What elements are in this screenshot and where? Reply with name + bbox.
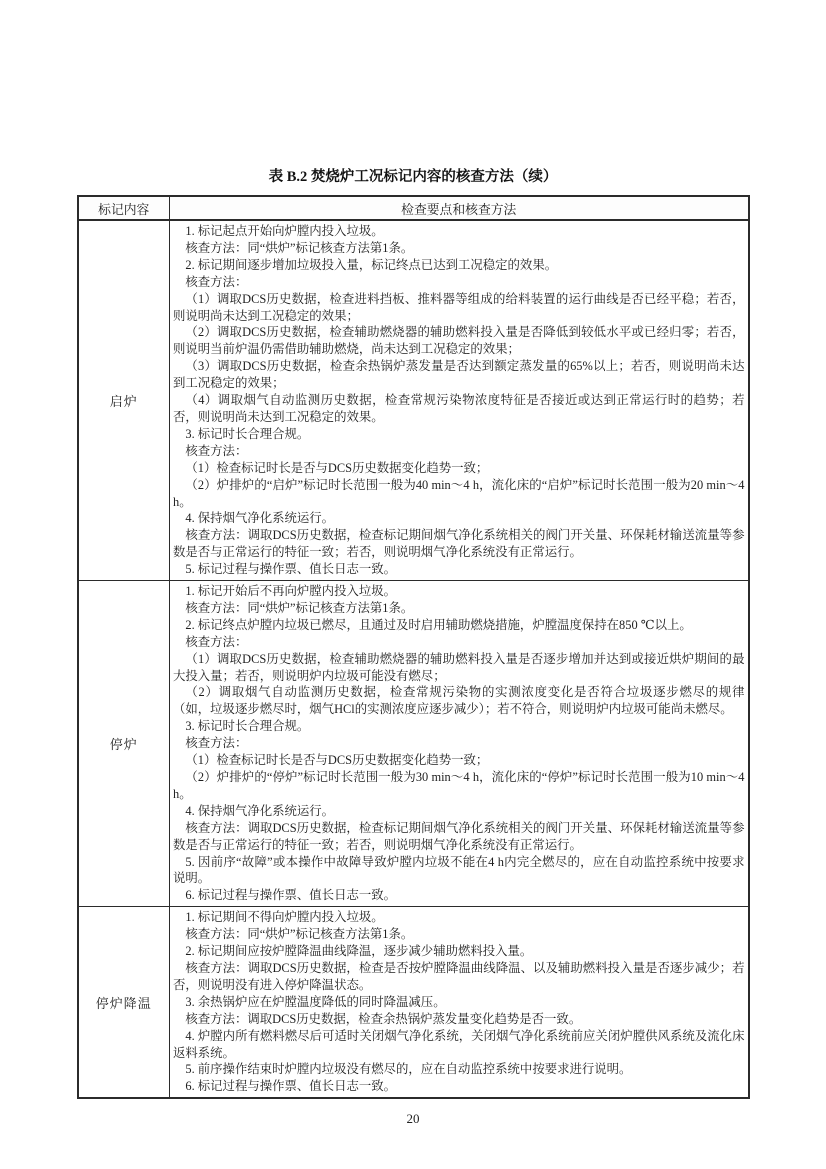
paragraph: 核查方法： <box>185 736 248 751</box>
paragraph: 1. 标记起点开始向炉膛内投入垃圾。 <box>185 224 384 238</box>
paragraph: 4. 炉膛内所有燃料燃尽后可适时关闭烟气净化系统，关闭烟气净化系统前应关闭炉膛供风系统及流化床返料系统。 <box>173 1028 745 1060</box>
header-cell-mark-content: 标记内容 <box>78 196 170 220</box>
paragraph: 核查方法：调取DCS历史数据，检查标记期间烟气净化系统相关的阀门开关量、环保耗材输送流量等参数是否与正常运行的特征一致；若否，则说明烟气净化系统没有正常运行。 <box>173 528 745 560</box>
paragraph: （2）炉排炉的“停炉”标记时长范围一般为30 min～4 h，流化床的“停炉”标记时长范围一般为10 min～4 h。 <box>173 770 745 801</box>
row-content <box>170 907 749 1098</box>
paragraph: 4. 保持烟气净化系统运行。 <box>185 803 335 818</box>
row-label: 停炉降温 <box>78 907 170 1098</box>
paragraph: （1）检查标记时长是否与DCS历史数据变化趋势一致； <box>185 460 489 475</box>
table-header-row <box>78 196 749 220</box>
paragraph: 核查方法： <box>185 634 248 649</box>
row-label: 启炉 <box>78 220 170 581</box>
paragraph: 核查方法：调取DCS历史数据，检查标记期间烟气净化系统相关的阀门开关量、环保耗材输送流量等参数是否与正常运行的特征一致；若否，则说明烟气净化系统没有正常运行。 <box>173 820 745 852</box>
paragraph: （2）调取DCS历史数据，检查辅助燃烧器的辅助燃料投入量是否降低到较低水平或已经归零；若否，则说明当前炉温仍需借助辅助燃烧，尚未达到工况稳定的效果； <box>173 325 745 357</box>
paragraph: 5. 标记过程与操作票、值长日志一致。 <box>185 562 397 577</box>
table-row <box>78 581 749 907</box>
paragraph: 6. 标记过程与操作票、值长日志一致。 <box>185 1079 397 1094</box>
paragraph: （4）调取烟气自动监测历史数据，检查常规污染物浓度特征是否接近或达到正常运行时的趋势；若否，则说明尚未达到工况稳定的效果。 <box>173 393 745 424</box>
row-label: 停炉 <box>78 581 170 907</box>
paragraph: 4. 保持烟气净化系统运行。 <box>185 511 335 526</box>
table-row <box>78 907 749 1098</box>
paragraph: 核查方法：同“烘炉”标记核查方法第1条。 <box>185 600 414 615</box>
paragraph: （3）调取DCS历史数据，检查余热锅炉蒸发量是否达到额定蒸发量的65%以上；若否，则说明尚未达到工况稳定的效果； <box>173 359 745 391</box>
paragraph: 核查方法： <box>185 443 248 458</box>
paragraph: 核查方法：同“烘炉”标记核查方法第1条。 <box>185 927 414 942</box>
paragraph: （1）检查标记时长是否与DCS历史数据变化趋势一致； <box>185 753 489 768</box>
paragraph: 3. 标记时长合理合规。 <box>185 719 310 734</box>
paragraph: （2）调取烟气自动监测历史数据，检查常规污染物的实测浓度变化是否符合垃圾逐步燃尽的规律（如，垃圾逐步燃尽时，烟气HCl的实测浓度应逐步减少）；若不符合，则说明炉内垃圾可能尚未燃尽。 <box>173 685 745 717</box>
paragraph: （2）炉排炉的“启炉”标记时长范围一般为40 min～4 h，流化床的“启炉”标记时长范围一般为20 min～4 h。 <box>173 477 745 509</box>
table-body <box>78 220 749 1098</box>
paragraph: 2. 标记期间逐步增加垃圾投入量，标记终点已达到工况稳定的效果。 <box>185 257 558 272</box>
page-number: 20 <box>406 1111 420 1127</box>
row-content <box>170 581 749 907</box>
verification-table <box>77 195 750 1099</box>
table-row <box>78 220 749 581</box>
header-cell-method: 检查要点和核查方法 <box>170 196 749 220</box>
paragraph: 3. 标记时长合理合规。 <box>185 426 310 441</box>
paragraph: 1. 标记开始后不再向炉膛内投入垃圾。 <box>185 584 397 599</box>
row-content <box>170 220 749 581</box>
paragraph: 1. 标记期间不得向炉膛内投入垃圾。 <box>185 910 384 925</box>
paragraph: 核查方法：同“烘炉”标记核查方法第1条。 <box>185 240 414 255</box>
paragraph: 核查方法： <box>185 274 248 289</box>
paragraph: 6. 标记过程与操作票、值长日志一致。 <box>185 888 397 903</box>
paragraph: 2. 标记终点炉膛内垃圾已燃尽，且通过及时启用辅助燃烧措施，炉膛温度保持在850 ℃以上。 <box>185 617 692 632</box>
paragraph: （1）调取DCS历史数据，检查辅助燃烧器的辅助燃料投入量是否逐步增加并达到或接近烘炉期间的最大投入量；若否，则说明炉内垃圾可能没有燃尽； <box>173 651 745 683</box>
paragraph: 3. 余热锅炉应在炉膛温度降低的同时降温减压。 <box>185 994 446 1009</box>
page-title: 表 B.2 焚烧炉工况标记内容的核查方法（续） <box>268 169 558 185</box>
paragraph: 5. 因前序“故障”或本操作中故障导致炉膛内垃圾不能在4 h内完全燃尽的，应在自动监控系统中按要求说明。 <box>173 854 745 886</box>
paragraph: （1）调取DCS历史数据，检查进料挡板、推料器等组成的给料装置的运行曲线是否已经平稳；若否，则说明尚未达到工况稳定的效果； <box>173 291 745 323</box>
paragraph: 核查方法：调取DCS历史数据，检查余热锅炉蒸发量变化趋势是否一致。 <box>185 1011 582 1026</box>
paragraph: 核查方法：调取DCS历史数据，检查是否按炉膛降温曲线降温、以及辅助燃料投入量是否逐步减少；若否，则说明没有进入停炉降温状态。 <box>173 960 745 992</box>
paragraph: 2. 标记期间应按炉膛降温曲线降温，逐步减少辅助燃料投入量。 <box>185 944 533 959</box>
paragraph: 5. 前序操作结束时炉膛内垃圾没有燃尽的，应在自动监控系统中按要求进行说明。 <box>185 1062 632 1077</box>
